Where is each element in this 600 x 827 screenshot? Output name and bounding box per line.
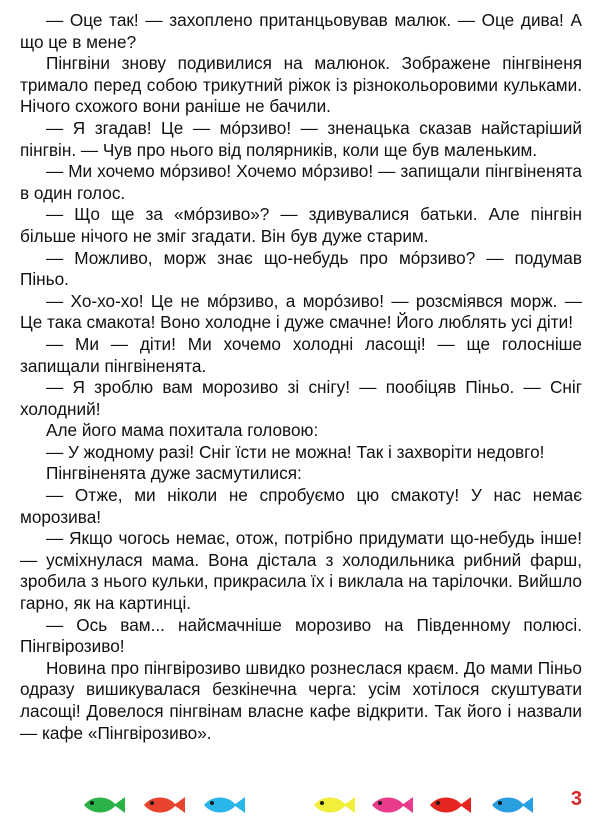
paragraph-12: Пінгвіненята дуже засмутилися:	[46, 463, 302, 484]
paragraph-16: Новина про пінгвірозиво швидко рознеслася краєм. До мами Піньо одразу вишикувалася безкінечна черга: усім хотілося скуштувати ласощі! Довелося пінгвінам власне кафе відкрити. Так його і назвали — кафе «Пінгвірозиво».	[20, 657, 582, 743]
paragraph-9: — Я зроблю вам морозиво зі снігу! — пообіцяв Піньо. — Сніг холодний!	[20, 377, 582, 419]
fish-icon	[312, 794, 356, 816]
paragraph-3: — Я згадав! Це — мóрзиво! — зненацька сказав найстаріший пінгвін. — Чув про нього від полярників, коли ще був маленьким.	[20, 117, 582, 160]
fish-icon	[490, 794, 534, 816]
paragraph-15: — Ось вам... найсмачніше морозиво на Південному полюсі. Пінгвірозиво!	[20, 614, 582, 657]
fish-icon	[202, 794, 246, 816]
paragraph-8: — Ми — діти! Ми хочемо холодні ласощі! — ще голосніше запищали пінгвіненята.	[20, 333, 582, 376]
paragraph-10: Але його мама похитала головою:	[46, 420, 319, 441]
story-text	[20, 10, 582, 744]
paragraph-4: — Ми хочемо мóрзиво! Хочемо мóрзиво! — запищали пінгвіненята в один голос.	[20, 161, 582, 203]
paragraph-6: — Можливо, морж знає що-небудь про мóрзиво? — подумав Піньо.	[20, 247, 582, 290]
fish-icon	[428, 794, 472, 816]
fish-icon	[370, 794, 414, 816]
paragraph-7: — Хо-хо-хо! Це не мóрзиво, а морóзиво! — розсміявся морж. — Це така смакота! Воно холодне і дуже смачне! Його люблять усі діти!	[20, 290, 582, 333]
paragraph-5: — Що ще за «мóрзиво»? — здивувалися батьки. Але пінгвін більше нічого не зміг згадати. Він був дуже старим.	[20, 204, 582, 246]
fish-icon	[82, 794, 126, 816]
fish-icon	[142, 794, 186, 816]
paragraph-2: Пінгвіни знову подивилися на малюнок. Зображене пінгвіненя тримало перед собою трикутний ріжок із різнокольоровими кульками. Нічого схожого вони раніше не бачили.	[20, 53, 582, 117]
page-number: 3	[570, 788, 582, 810]
paragraph-14: — Якщо чогось немає, отож, потрібно придумати що-небудь інше! — усміхнулася мама. Вона дістала з холодильника рибний фарш, зробила з нього кульки, прикрасила їх і виклала на тарілочки. Вийшло гарно, як на картинці.	[20, 528, 582, 614]
footer-fish-row	[0, 790, 600, 820]
paragraph-11: — У жодному разі! Сніг їсти не можна! Так і захворіти недовго!	[46, 441, 545, 462]
paragraph-1: — Оце так! — захоплено пританцьовував малюк. — Оце дива! А що це в мене?	[20, 10, 582, 52]
paragraph-13: — Отже, ми ніколи не спробуємо цю смакоту! У нас немає морозива!	[20, 485, 582, 527]
